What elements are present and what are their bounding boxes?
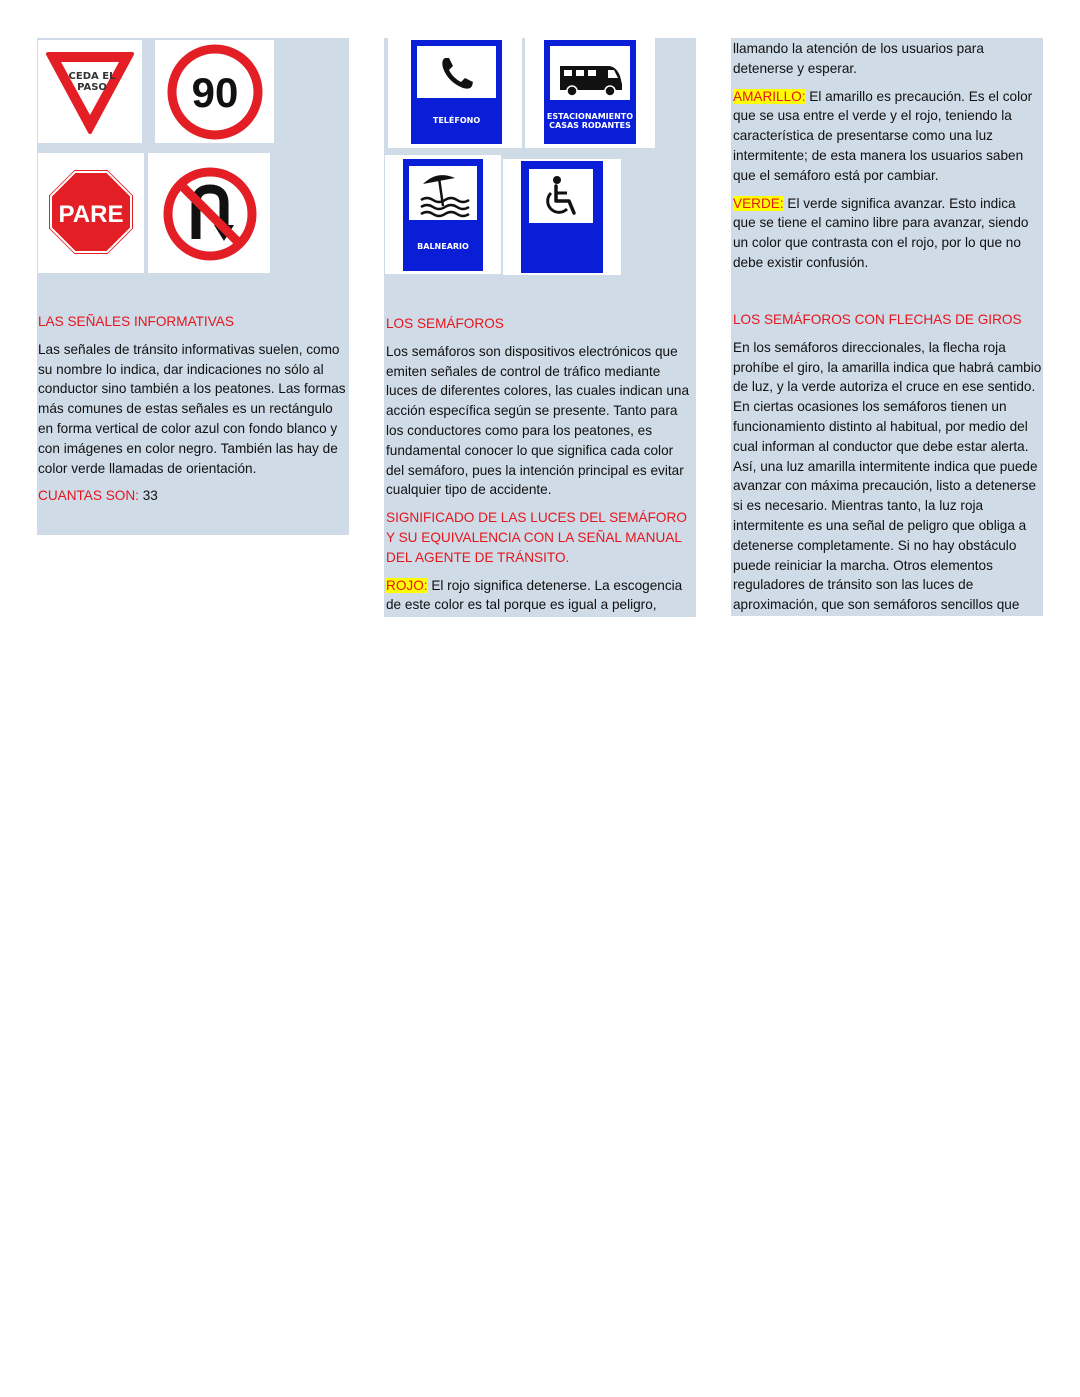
stop-icon: [38, 153, 144, 273]
section-heading-flechas: LOS SEMÁFOROS CON FLECHAS DE GIROS: [733, 312, 1022, 327]
count-line: [38, 486, 346, 506]
rojo-continuation: llamando la atención de los usuarios para detenerse y esperar.: [733, 41, 984, 76]
column-2: [384, 38, 696, 617]
semaforos-paragraph: Los semáforos son dispositivos electrónicos que emiten señales de control de tráfico mediante luces de diferentes colores, las cuales indican una acción específica según se presente. Tanto para los conductores como para los peatones, es fundamental conocer lo que significa cada color del semáforo, pues la intención principal es evitar cualquier tipo de accidente.: [386, 343, 690, 498]
phone-sign: [411, 40, 502, 144]
phone-caption: TELÉFONO: [432, 116, 481, 125]
rojo-paragraph: [386, 576, 694, 616]
informativas-paragraph: Las señales de tránsito informativas suelen, como su nombre lo indica, dar indicaciones no sólo al conductor sino también a los peatones. Las formas más comunes de estas señales es un rectángulo en forma vertical de color azul con fondo blanco y con imágenes en color negro. También las hay de color verde llamadas de orientación.: [38, 341, 346, 476]
no-u-turn-icon: [148, 153, 270, 273]
accessibility-sign: [521, 161, 603, 273]
speed-limit-icon: [155, 40, 274, 143]
rv-caption-line2: CASAS RODANTES: [549, 121, 631, 130]
rojo-text: El rojo significa detenerse. La escogencia de este color es tal porque es igual a peligro,: [386, 577, 683, 613]
rv-parking-sign: [544, 40, 636, 144]
amarillo-paragraph: [733, 87, 1041, 186]
verde-paragraph: [733, 194, 1041, 273]
col1-text: [38, 312, 346, 514]
yield-sign: [38, 40, 142, 143]
speed-limit-sign: [155, 40, 274, 143]
beach-umbrella-icon: [409, 166, 477, 220]
rojo-label: ROJO:: [386, 577, 428, 593]
rv-sign-frame: [525, 38, 655, 148]
telephone-icon: [417, 46, 496, 98]
section-heading-semaforos: LOS SEMÁFOROS: [386, 316, 504, 331]
no-u-turn-sign: [148, 153, 270, 273]
wheelchair-icon: [529, 169, 593, 223]
beach-sign: [403, 159, 483, 271]
col3-text-top: [733, 39, 1041, 281]
rv-caption-line1: ESTACIONAMIENTO: [546, 112, 634, 121]
flechas-paragraph: En los semáforos direccionales, la flecha roja prohíbe el giro, la amarilla indica que habrá cambio de luz, y la verde autoriza el cruce en ese sentido. En ciertas ocasiones los semáforos tienen un funcionamiento distinto al habitual, por medio del cual informan al conductor que debe estar alerta. Así, una luz amarilla intermitente indica que puede avanzar con máxima precaución, listo a detenerse si es necesario. Mientras tanto, la luz roja intermitente es una señal de peligro que obliga a detenerse completamente. Si no hay obstáculo puede reiniciar la marcha. Otros elementos reguladores de tránsito son las luces de aproximación, que son semáforos sencillos que: [733, 339, 1042, 613]
verde-text: El verde significa avanzar. Esto indica que se tiene el camino libre para avanzar, siendo un color que contrasta con el rojo, por lo que no debe existir confusión.: [733, 195, 1029, 270]
amarillo-text: El amarillo es precaución. Es el color que se usa entre el verde y el rojo, teniendo la característica de presentarse como una luz intermitente; de esta manera los usuarios saben que el semáforo está por cambiar.: [733, 88, 1033, 183]
col3-text-bottom: [733, 310, 1043, 623]
beach-caption: BALNEARIO: [417, 242, 469, 251]
section-heading-informativas: LAS SEÑALES INFORMATIVAS: [38, 314, 234, 329]
col2-text: [386, 314, 694, 623]
count-label: CUANTAS SON:: [38, 488, 139, 504]
count-value: 33: [138, 488, 158, 504]
section-heading-significado: SIGNIFICADO DE LAS LUCES DEL SEMÁFORO Y SU EQUIVALENCIA CON LA SEÑAL MANUAL DEL AGENTE DE TRÁNSITO.: [386, 510, 687, 565]
column-1: [37, 38, 349, 535]
stop-text: PARE: [58, 201, 124, 228]
motorhome-icon: [550, 46, 630, 100]
phone-sign-frame: [388, 38, 522, 148]
beach-sign-frame: [385, 155, 501, 274]
yield-icon: [38, 40, 142, 143]
stop-sign: [38, 153, 144, 273]
accessibility-sign-frame: [503, 159, 621, 275]
yield-text-line2: PASO: [77, 82, 107, 93]
yield-text-line1: CEDA EL: [68, 71, 116, 82]
verde-label: VERDE:: [733, 195, 784, 211]
speed-limit-value: 90: [191, 69, 239, 116]
column-3: [731, 38, 1043, 616]
amarillo-label: AMARILLO:: [733, 88, 806, 104]
